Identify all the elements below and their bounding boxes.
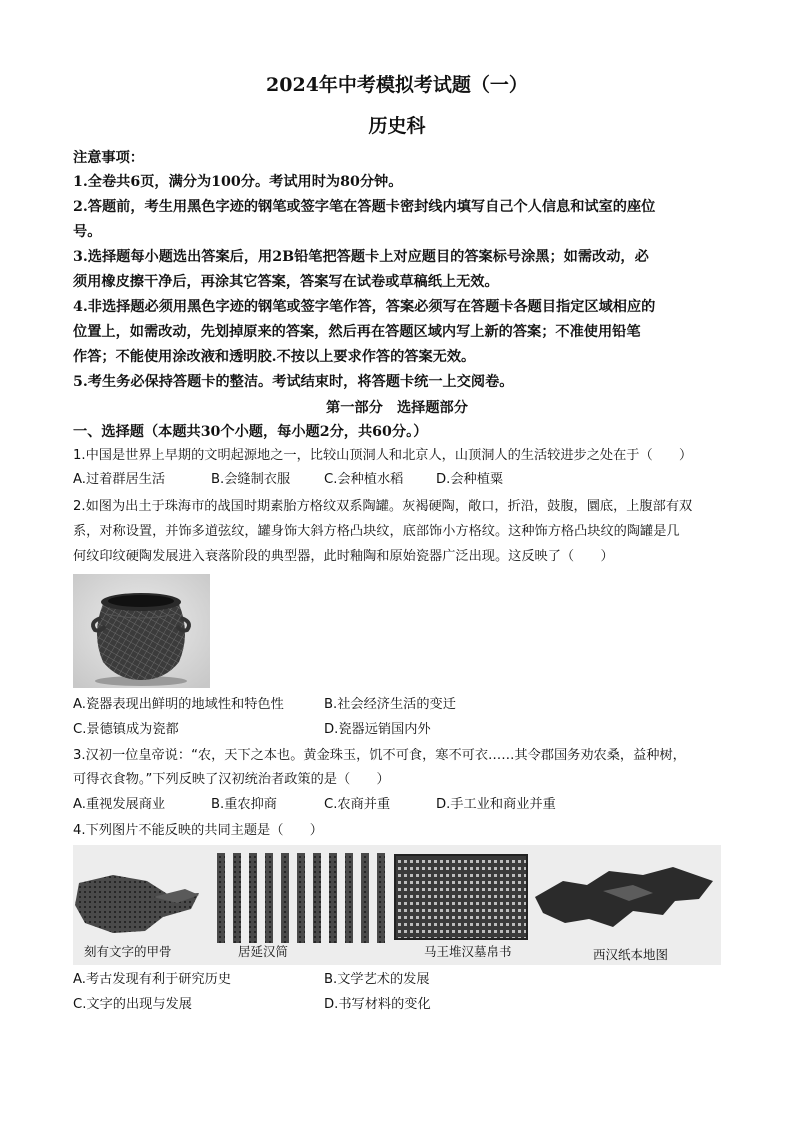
q2-option-b: B.社会经济生活的变迁	[324, 697, 456, 712]
note-line: 须用橡皮擦干净后，再涂其它答案，答案写在试卷或草稿纸上无效。	[73, 274, 499, 290]
note-line: 4.非选择题必须用黑色字迹的钢笔或签字笔作答，答案必须写在答题卡各题目指定区域相应的	[73, 299, 656, 315]
question-3-stem-line: 3.汉初一位皇帝说：“农，天下之本也。黄金珠玉，饥不可食，寒不可衣……其令郡国务劝农桑，益种树，	[73, 748, 686, 763]
subject-title: 历史科	[368, 115, 426, 137]
pottery-jar-photo	[73, 574, 210, 688]
q1-option-c: C.会种植水稻	[324, 472, 404, 487]
question-2-stem-line: 2.如图为出土于珠海市的战国时期素胎方格纹双系陶罐。灰褐硬陶，敞口，折沿，鼓腹，圜底，上腹部有双	[73, 499, 693, 514]
caption-oracle-bone: 刻有文字的甲骨	[84, 944, 172, 959]
q4-option-c: C.文字的出现与发展	[73, 997, 192, 1012]
question-2-stem-line: 系，对称设置，并饰多道弦纹，罐身饰大斜方格凸块纹，底部饰小方格纹。这种饰方格凸块纹的陶罐是几	[73, 524, 680, 539]
q2-option-a: A.瓷器表现出鲜明的地域性和特色性	[73, 697, 284, 712]
q2-option-d: D.瓷器远销国内外	[324, 722, 431, 737]
notes-heading: 注意事项：	[73, 150, 144, 166]
caption-bamboo-slips: 居延汉简	[238, 944, 289, 959]
q3-option-c: C.农商并重	[324, 797, 391, 812]
note-line: 号。	[73, 224, 102, 240]
q4-option-a: A.考古发现有利于研究历史	[73, 972, 232, 987]
caption-silk-manuscript: 马王堆汉墓帛书	[424, 944, 512, 959]
q3-option-d: D.手工业和商业并重	[436, 797, 556, 812]
q2-option-c: C.景德镇成为瓷都	[73, 722, 179, 737]
q4-option-b: B.文学艺术的发展	[324, 972, 430, 987]
q1-option-a: A.过着群居生活	[73, 472, 166, 487]
section-title: 一、选择题（本题共30个小题，每小题2分，共60分。）	[73, 424, 428, 440]
q3-option-b: B.重农抑商	[211, 797, 277, 812]
question-3-stem-line: 可得衣食物。”下列反映了汉初统治者政策的是（ ）	[73, 772, 390, 787]
q3-option-a: A.重视发展商业	[73, 797, 166, 812]
note-line: 1.全卷共6页，满分为100分。考试用时为80分钟。	[73, 174, 403, 190]
silk-manuscript-image	[395, 855, 527, 939]
question-4-stem: 4.下列图片不能反映的共同主题是（ ）	[73, 823, 323, 838]
q4-option-d: D.书写材料的变化	[324, 997, 431, 1012]
note-line: 3.选择题每小题选出答案后，用2B铅笔把答题卡上对应题目的答案标号涂黑；如需改动，必	[73, 249, 649, 265]
note-line: 2.答题前，考生用黑色字迹的钢笔或签字笔在答题卡密封线内填写自己个人信息和试室的座位	[73, 199, 656, 215]
note-line: 5.考生务必保持答题卡的整洁。考试结束时，将答题卡统一上交阅卷。	[73, 374, 514, 390]
caption-paper-map: 西汉纸本地图	[593, 947, 669, 962]
note-line: 作答；不能使用涂改液和透明胶.不按以上要求作答的答案无效。	[73, 349, 476, 365]
question-1-stem: 1.中国是世界上早期的文明起源地之一，比较山顶洞人和北京人，山顶洞人的生活较进步之处在于（ ）	[73, 448, 693, 463]
q1-option-d: D.会种植粟	[436, 472, 504, 487]
question-2-stem-line: 何纹印纹硬陶发展进入衰落阶段的典型器，此时釉陶和原始瓷器广泛出现。这反映了（ ）	[73, 549, 614, 564]
part-heading: 第一部分 选择题部分	[326, 400, 468, 416]
exam-title: 2024年中考模拟考试题（一）	[266, 74, 528, 96]
note-line: 位置上，如需改动，先划掉原来的答案，然后再在答题区域内写上新的答案；不准使用铅笔	[73, 324, 641, 340]
q1-option-b: B.会缝制衣服	[211, 472, 291, 487]
